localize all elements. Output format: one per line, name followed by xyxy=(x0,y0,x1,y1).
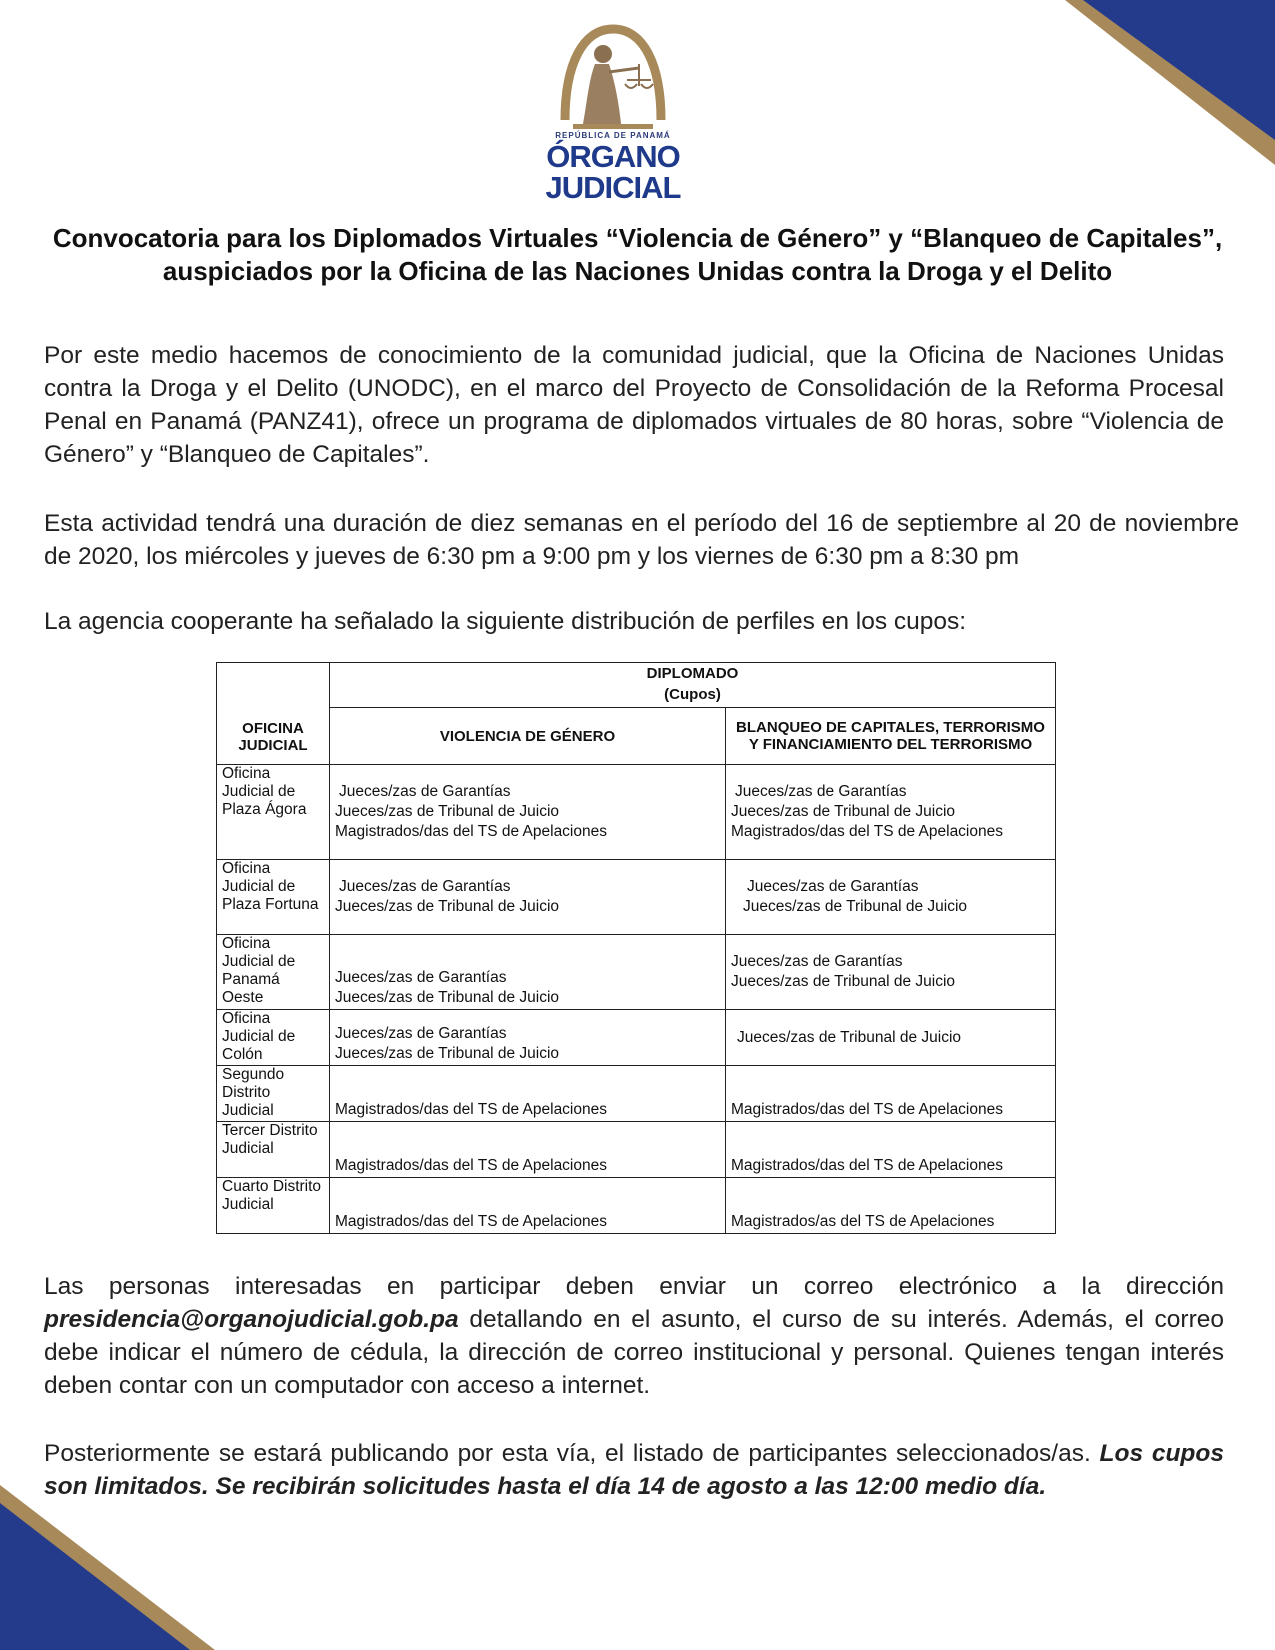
logo-name-line1: ÓRGANO xyxy=(546,139,680,174)
logo-country: REPÚBLICA DE PANAMÁ xyxy=(555,131,671,140)
distribution-table xyxy=(216,662,1056,1234)
blanqueo-cell: Jueces/zas de Garantías Jueces/zas de Tribunal de Juicio Magistrados/das del TS de Apelaciones xyxy=(726,765,1056,860)
blanqueo-cell: Magistrados/das del TS de Apelaciones xyxy=(726,1122,1056,1178)
header-diplomado xyxy=(330,663,1056,708)
header-diplomado-subtitle: (Cupos) xyxy=(664,686,721,703)
deadline-text: Los cupos son limitados. Se recibirán solicitudes hasta el día 14 de agosto a las 12:00 medio día. xyxy=(44,1440,1224,1500)
justice-emblem-icon xyxy=(543,24,683,132)
blanqueo-cell: Jueces/zas de Garantías Jueces/zas de Tribunal de Juicio xyxy=(726,860,1056,935)
logo-name-line2: JUDICIAL xyxy=(545,170,681,205)
blanqueo-cell: Magistrados/as del TS de Apelaciones xyxy=(726,1178,1056,1234)
header-diplomado-title: DIPLOMADO xyxy=(646,665,739,682)
office-cell: Cuarto Distrito Judicial xyxy=(217,1178,330,1234)
table-row xyxy=(217,765,1056,860)
instructions-paragraph xyxy=(44,1270,1224,1402)
blanqueo-cell: Magistrados/das del TS de Apelaciones xyxy=(726,1066,1056,1122)
office-cell: Tercer Distrito Judicial xyxy=(217,1122,330,1178)
office-cell: Oficina Judicial de Plaza Ágora xyxy=(217,765,330,860)
violencia-cell: Jueces/zas de Garantías Jueces/zas de Tribunal de Juicio xyxy=(330,1010,726,1066)
closing-paragraph xyxy=(44,1437,1224,1503)
violencia-cell: Jueces/zas de Garantías Jueces/zas de Tribunal de Juicio xyxy=(330,860,726,935)
instructions-text-before: Las personas interesadas en participar deben enviar un correo electrónico a la dirección xyxy=(44,1273,1224,1300)
violencia-cell: Jueces/zas de Garantías Jueces/zas de Tribunal de Juicio Magistrados/das del TS de Apelaciones xyxy=(330,765,726,860)
table-row xyxy=(217,1066,1056,1122)
blanqueo-cell: Jueces/zas de Tribunal de Juicio xyxy=(726,1010,1056,1066)
violencia-cell: Magistrados/das del TS de Apelaciones xyxy=(330,1122,726,1178)
distribution-intro: La agencia cooperante ha señalado la siguiente distribución de perfiles en los cupos: xyxy=(44,608,967,635)
office-cell: Oficina Judicial de Plaza Fortuna xyxy=(217,860,330,935)
top-right-corner-decoration xyxy=(1065,0,1275,170)
blanqueo-cell: Jueces/zas de Garantías Jueces/zas de Tribunal de Juicio xyxy=(726,935,1056,1010)
table-row xyxy=(217,1122,1056,1178)
header-office: OFICINA JUDICIAL xyxy=(217,663,330,765)
organo-judicial-logo xyxy=(543,24,683,205)
closing-text: Posteriormente se estará publicando por esta vía, el listado de participantes seleccionados/as. xyxy=(44,1440,1091,1467)
violencia-cell: Magistrados/das del TS de Apelaciones xyxy=(330,1066,726,1122)
violencia-cell: Jueces/zas de Garantías Jueces/zas de Tribunal de Juicio xyxy=(330,935,726,1010)
table-row xyxy=(217,1010,1056,1066)
header-blanqueo: BLANQUEO DE CAPITALES, TERRORISMO Y FINANCIAMIENTO DEL TERRORISMO xyxy=(726,708,1056,765)
contact-email-link[interactable]: presidencia@organojudicial.gob.pa xyxy=(44,1306,459,1333)
header-violencia: VIOLENCIA DE GÉNERO xyxy=(330,708,726,765)
table-row xyxy=(217,1178,1056,1234)
office-cell: Oficina Judicial de Panamá Oeste xyxy=(217,935,330,1010)
table-row xyxy=(217,935,1056,1010)
page-title: Convocatoria para los Diplomados Virtuales “Violencia de Género” y “Blanqueo de Capitales”, auspiciados por la Oficina de las Naciones Unidas contra la Droga y el Delito xyxy=(52,223,1223,286)
intro-paragraph: Por este medio hacemos de conocimiento de la comunidad judicial, que la Oficina de Naciones Unidas contra la Droga y el Delito (UNODC), en el marco del Proyecto de Consolidación de la Reforma Procesal Penal en Panamá (PANZ41), ofrece un programa de diplomados virtuales de 80 horas, sobre “Violencia de Género” y “Blanqueo de Capitales”. xyxy=(44,342,1224,468)
instructions-text-after: detallando en el asunto, el curso de su interés. Además, el correo debe indicar el número de cédula, la dirección de correo institucional y personal. Quienes tengan interés deben contar con un computador con acceso a internet. xyxy=(44,1306,1224,1399)
office-cell: Segundo Distrito Judicial xyxy=(217,1066,330,1122)
schedule-paragraph: Esta actividad tendrá una duración de diez semanas en el período del 16 de septiembre al 20 de noviembre de 2020, los miércoles y jueves de 6:30 pm a 9:00 pm y los viernes de 6:30 pm a 8:30 pm xyxy=(44,510,1239,570)
table-row xyxy=(217,860,1056,935)
bottom-left-corner-decoration xyxy=(0,1485,215,1650)
violencia-cell: Magistrados/das del TS de Apelaciones xyxy=(330,1178,726,1234)
office-cell: Oficina Judicial de Colón xyxy=(217,1010,330,1066)
